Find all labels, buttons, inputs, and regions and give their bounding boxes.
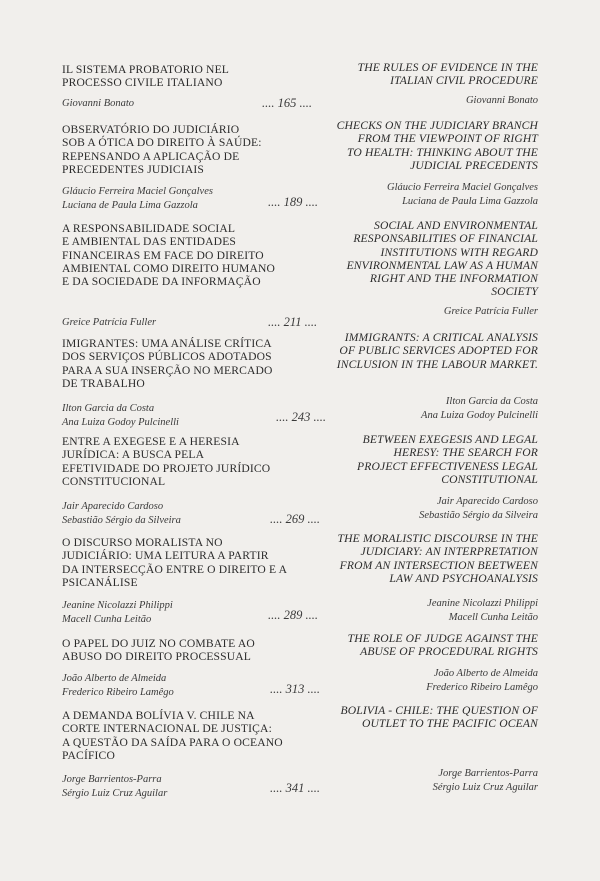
entry-page-number: .... 341 .... xyxy=(270,781,320,795)
entry-title-english: THE ROLE OF JUDGE AGAINST THE ABUSE OF PROCEDURAL RIGHTS xyxy=(347,632,538,659)
entry-title-portuguese: ENTRE A EXEGESE E A HERESIA JURÍDICA: A BUSCA PELA EFETIVIDADE DO PROJETO JURÍDICO CONSTITUCIONAL xyxy=(62,435,271,488)
entry-title-portuguese: IL SISTEMA PROBATORIO NEL PROCESSO CIVILE ITALIANO xyxy=(62,63,230,90)
entry-title-english: THE RULES OF EVIDENCE IN THE ITALIAN CIVIL PROCEDURE xyxy=(357,61,538,88)
entry-authors-left: Jorge Barrientos-Parra Sérgio Luiz Cruz Aguilar xyxy=(62,774,168,799)
entry-title-english: THE MORALISTIC DISCOURSE IN THE JUDICIARY: AN INTERPRETATION FROM AN INTERSECTION BEETWEEN LAW AND PSYCHOANALYSIS xyxy=(337,532,538,585)
entry-authors-right: Greice Patrícia Fuller xyxy=(443,306,538,317)
entry-authors-left: Jair Aparecido Cardoso Sebastião Sérgio da Silveira xyxy=(62,501,181,526)
entry-title-english: BETWEEN EXEGESIS AND LEGAL HERESY: THE SEARCH FOR PROJECT EFFECTIVENESS LEGAL CONSTITUTIONAL xyxy=(357,433,538,486)
entry-page-number: .... 165 .... xyxy=(262,96,312,110)
entry-page-number: .... 211 .... xyxy=(268,315,318,329)
entry-page-number: .... 243 .... xyxy=(276,410,326,424)
entry-authors-right: Gláucio Ferreira Maciel Gonçalves Luciana de Paula Lima Gazzola xyxy=(387,182,538,207)
entry-authors-left: Giovanni Bonato xyxy=(62,98,135,109)
entry-title-english: BOLIVIA - CHILE: THE QUESTION OF OUTLET TO THE PACIFIC OCEAN xyxy=(340,704,538,731)
entry-title-portuguese: OBSERVATÓRIO DO JUDICIÁRIO SOB A ÓTICA DO DIREITO À SAÚDE: REPENSANDO A APLICAÇÃO DE PRECEDENTES JUDICIAIS xyxy=(62,123,262,176)
entry-title-portuguese: O PAPEL DO JUIZ NO COMBATE AO ABUSO DO DIREITO PROCESSUAL xyxy=(62,637,255,664)
entry-page-number: .... 289 .... xyxy=(268,608,318,622)
entry-authors-right: Jorge Barrientos-Parra Sérgio Luiz Cruz Aguilar xyxy=(432,768,538,793)
entry-authors-right: Giovanni Bonato xyxy=(465,95,538,106)
entry-authors-left: Greice Patrícia Fuller xyxy=(62,317,157,328)
entry-authors-right: Jeanine Nicolazzi Philippi Macell Cunha Leitão xyxy=(427,598,538,623)
entry-authors-left: Gláucio Ferreira Maciel Gonçalves Luciana de Paula Lima Gazzola xyxy=(62,186,213,211)
entry-page-number: .... 189 .... xyxy=(268,195,318,209)
entry-title-portuguese: IMIGRANTES: UMA ANÁLISE CRÍTICA DOS SERVIÇOS PÚBLICOS ADOTADOS PARA A SUA INSERÇÃO NO MERCADO DE TRABALHO xyxy=(62,337,273,390)
entry-authors-right: João Alberto de Almeida Frederico Ribeiro Lamêgo xyxy=(426,668,538,693)
entry-title-english: CHECKS ON THE JUDICIARY BRANCH FROM THE VIEWPOINT OF RIGHT TO HEALTH: THINKING ABOUT THE JUDICIAL PRECEDENTS xyxy=(336,119,538,172)
entry-page-number: .... 269 .... xyxy=(270,512,320,526)
entry-authors-left: João Alberto de Almeida Frederico Ribeiro Lamêgo xyxy=(62,673,174,698)
entry-authors-left: Ilton Garcia da Costa Ana Luiza Godoy Pulcinelli xyxy=(62,403,179,428)
entry-title-english: SOCIAL AND ENVIRONMENTAL RESPONSABILITIES OF FINANCIAL INSTITUTIONS WITH REGARD ENVIRONMENTAL LAW AS A HUMAN RIGHT AND THE INFORMATION SOCIETY xyxy=(346,219,538,299)
entry-page-number: .... 313 .... xyxy=(270,682,320,696)
entry-title-english: IMMIGRANTS: A CRITICAL ANALYSIS OF PUBLIC SERVICES ADOPTED FOR INCLUSION IN THE LABOUR MARKET. xyxy=(336,331,538,371)
entry-title-portuguese: A DEMANDA BOLÍVIA V. CHILE NA CORTE INTERNACIONAL DE JUSTIÇA: A QUESTÃO DA SAÍDA PARA O OCEANO PACÍFICO xyxy=(62,709,283,762)
entry-authors-right: Ilton Garcia da Costa Ana Luiza Godoy Pulcinelli xyxy=(421,396,538,421)
entry-title-portuguese: O DISCURSO MORALISTA NO JUDICIÁRIO: UMA LEITURA A PARTIR DA INTERSECÇÃO ENTRE O DIREITO E A PSICANÁLISE xyxy=(62,536,288,589)
entry-authors-left: Jeanine Nicolazzi Philippi Macell Cunha Leitão xyxy=(62,600,173,625)
entry-authors-right: Jair Aparecido Cardoso Sebastião Sérgio da Silveira xyxy=(419,496,538,521)
entry-title-portuguese: A RESPONSABILIDADE SOCIAL E AMBIENTAL DAS ENTIDADES FINANCEIRAS EM FACE DO DIREITO AMBIENTAL COMO DIREITO HUMANO E DA SOCIEDADE DA INFORMAÇÃO xyxy=(62,222,276,289)
